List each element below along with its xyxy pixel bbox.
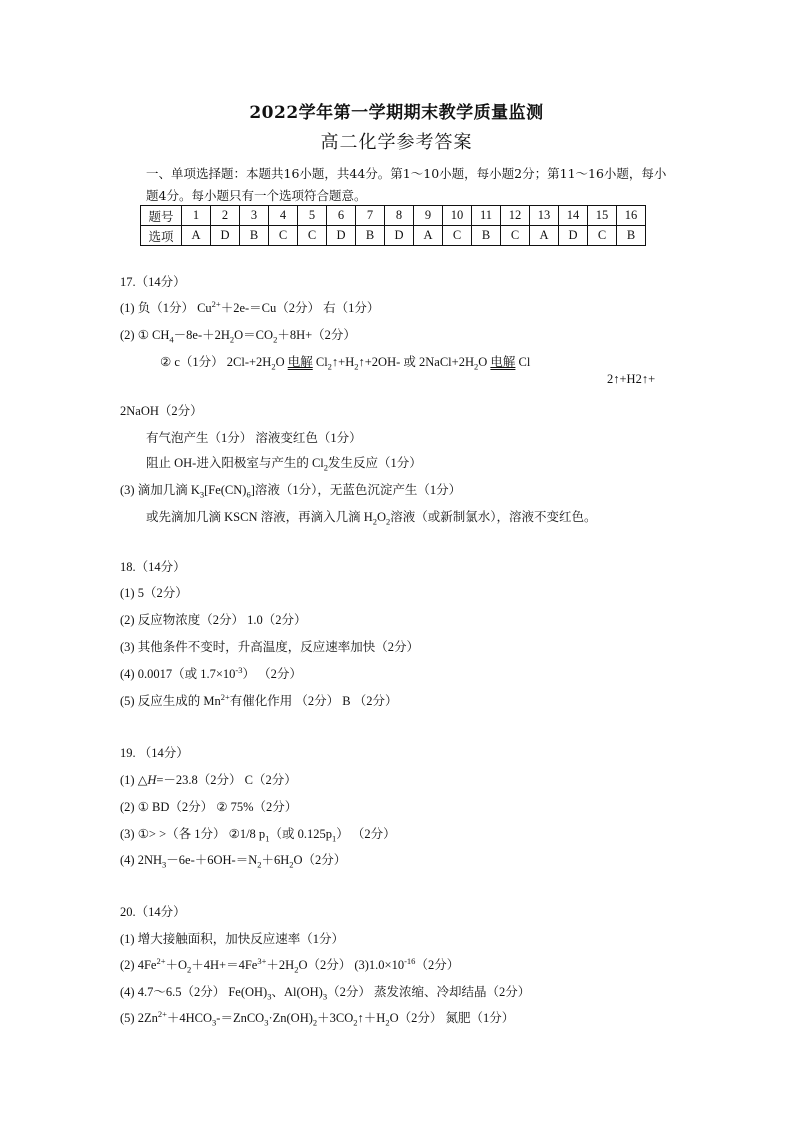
q19-line1: (1) △H=－23.8（2分） C（2分） bbox=[120, 773, 297, 787]
table-cell: 16 bbox=[617, 206, 646, 226]
q17-line1: (1) 负（1分） $Cu^{2+}+2e-=Cu(2$分） 右（1分） bbox=[120, 298, 380, 315]
table-cell: D bbox=[211, 226, 240, 246]
table-cell: C bbox=[269, 226, 298, 246]
table-cell: 8 bbox=[385, 206, 414, 226]
table-cell: 2 bbox=[211, 206, 240, 226]
q17-heading: 17.（14分） bbox=[120, 275, 186, 289]
q17-line4: 2NaOH（2分） bbox=[120, 404, 203, 418]
table-cell: D bbox=[327, 226, 356, 246]
q17-line3-continued: 2↑+H2↑+ bbox=[607, 372, 656, 386]
table-header-question: 题号 bbox=[141, 206, 182, 226]
q18-line2: (2) 反应物浓度（2分） 1.0（2分） bbox=[120, 613, 307, 627]
table-cell: B bbox=[472, 226, 501, 246]
table-cell: 15 bbox=[588, 206, 617, 226]
table-header-answer: 选项 bbox=[141, 226, 182, 246]
table-cell: 13 bbox=[530, 206, 559, 226]
table-cell: 3 bbox=[240, 206, 269, 226]
q17-line5: 有气泡产生（1分） 溶液变红色（1分） bbox=[146, 431, 362, 445]
table-cell: 11 bbox=[472, 206, 501, 226]
q20-line1: (1) 增大接触面积，加快反应速率（1分） bbox=[120, 932, 344, 946]
table-cell: A bbox=[182, 226, 211, 246]
table-cell: A bbox=[414, 226, 443, 246]
table-cell: 4 bbox=[269, 206, 298, 226]
q20-line4: (5) $2Zn^{2+}+4HCO_3-=ZnCO_3\cdot Zn(OH)_2+3CO_2↑+H_2O(2$分） 氮肥（1分） bbox=[120, 1008, 515, 1028]
q19-line4: (4) $2NH_3-6e-+6OH-=N_2+6H_2O(2$分） bbox=[120, 853, 347, 870]
table-cell: C bbox=[443, 226, 472, 246]
page-title: 2022学年第一学期期末教学质量监测 bbox=[249, 103, 544, 123]
q20-line2: (2) $4Fe^{2+}+O_2+4H+=4Fe^{3+}+2H_2O(2$分） $(3)1.0\times 10^{-16}(2$分） bbox=[120, 955, 460, 975]
table-cell: 10 bbox=[443, 206, 472, 226]
q20-heading: 20.（14分） bbox=[120, 905, 186, 919]
q18-line1: (1) 5（2分） bbox=[120, 586, 188, 600]
q18-line3: (3) 其他条件不变时，升高温度，反应速率加快（2分） bbox=[120, 640, 419, 654]
answer-table bbox=[140, 205, 646, 246]
table-cell: B bbox=[240, 226, 269, 246]
q18-line4: (4) 0.0017（或 $1.7\times 10^{-3}$） （2分） bbox=[120, 664, 302, 681]
q19-line2: (2) ① BD（2分） ② 75%（2分） bbox=[120, 800, 298, 814]
table-cell: D bbox=[559, 226, 588, 246]
table-cell: 6 bbox=[327, 206, 356, 226]
q17-line6: 阻止 OH-进入阳极室与产生的 $Cl_2$发生反应（1分） bbox=[146, 456, 422, 473]
table-cell: A bbox=[530, 226, 559, 246]
q17-line7: (3) 滴加几滴 $K_3[Fe(CN)_6]$溶液（1分），无蓝色沉淀产生（1分） bbox=[120, 483, 462, 500]
q19-line3: (3) ①> >（各 1分） ②1/8 $p_1$（或 $0.125p_1$） （2分） bbox=[120, 827, 396, 844]
table-row-numbers bbox=[141, 206, 646, 226]
table-cell: 1 bbox=[182, 206, 211, 226]
table-cell: 12 bbox=[501, 206, 530, 226]
table-cell: 7 bbox=[356, 206, 385, 226]
table-row-answers bbox=[141, 226, 646, 246]
table-cell: C bbox=[588, 226, 617, 246]
table-cell: C bbox=[298, 226, 327, 246]
section1-intro: 一、单项选择题：本题共16小题，共44分。第1～10小题，每小题2分；第11～16小题，每小题4分。每小题只有一个选项符合题意。 bbox=[146, 166, 667, 203]
table-cell: C bbox=[501, 226, 530, 246]
table-cell: 14 bbox=[559, 206, 588, 226]
q17-line8: 或先滴加几滴 KSCN 溶液，再滴入几滴 $H_2O_2$溶液（或新制氯水），溶液不变红色。 bbox=[146, 510, 597, 527]
q18-line5: (5) 反应生成的 $Mn^{2+}$有催化作用 （2分） B （2分） bbox=[120, 691, 398, 708]
q20-line3: (4) 4.7～6.5（2分） $Fe(OH)_3$、$Al(OH)_3(2$分） 蒸发浓缩、冷却结晶（2分） bbox=[120, 985, 531, 1002]
table-cell: B bbox=[356, 226, 385, 246]
table-cell: B bbox=[617, 226, 646, 246]
q18-heading: 18.（14分） bbox=[120, 560, 186, 574]
q19-heading: 19. （14分） bbox=[120, 746, 189, 760]
table-cell: D bbox=[385, 226, 414, 246]
q17-line3: ② c（1分） $2Cl-+2H_2O$ 电解 $Cl_2↑+H_2↑+2OH-$ 或 $2NaCl+2H_2O$ 电解 Cl bbox=[160, 355, 531, 372]
table-cell: 5 bbox=[298, 206, 327, 226]
page-subtitle: 高二化学参考答案 bbox=[320, 132, 473, 153]
table-cell: 9 bbox=[414, 206, 443, 226]
q17-line2: (2) ① $CH_4-8e-+2H_2O=CO_2+8H+(2$分） bbox=[120, 328, 356, 345]
